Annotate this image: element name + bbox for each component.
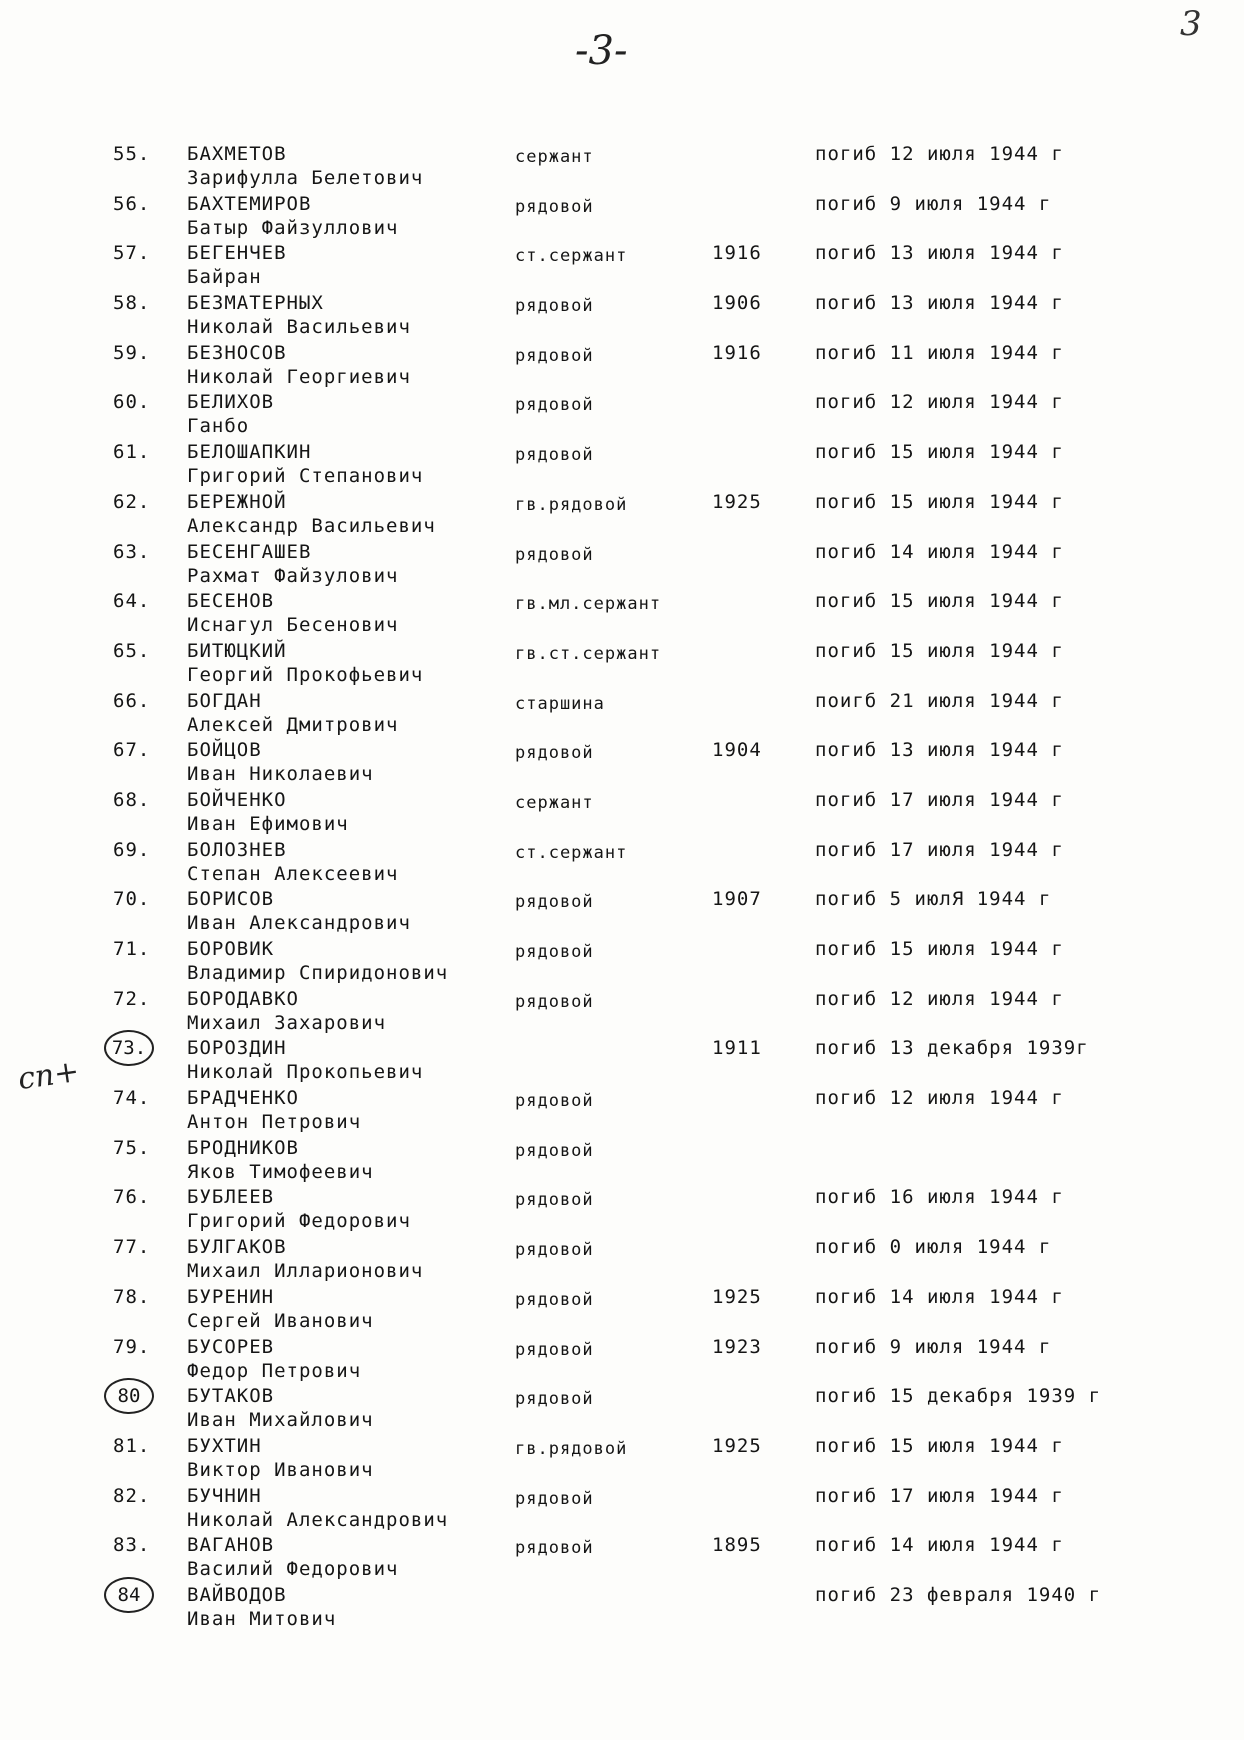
list-item [0, 239, 1244, 289]
entry-fate: погиб 15 декабря 1939 г [815, 1385, 1102, 1408]
list-item [0, 339, 1244, 389]
entry-fate: погиб 9 июля 1944 г [815, 192, 1052, 215]
entry-surname: БУБЛЕЕВ [187, 1186, 275, 1209]
entry-given-names: Николай Прокопьевич [187, 1061, 424, 1084]
entry-number: 72. [113, 987, 151, 1010]
entry-birth-year: 1895 [712, 1534, 762, 1557]
entry-given-names: Батыр Файзуллович [187, 216, 399, 239]
entry-rank: рядовой [515, 1538, 594, 1559]
list-item [0, 190, 1244, 240]
entry-surname: БУХТИН [187, 1434, 262, 1457]
entry-rank: рядовой [515, 296, 594, 317]
entry-given-names: Ганбо [187, 415, 250, 438]
entry-given-names: Александр Васильевич [187, 514, 436, 537]
entry-surname: БОРИСОВ [187, 888, 275, 911]
entry-surname: БУТАКОВ [187, 1385, 275, 1408]
list-item [0, 736, 1244, 786]
entry-surname: БОЙЦОВ [187, 739, 262, 762]
entry-surname: БУСОРЕВ [187, 1335, 275, 1358]
entry-fate: погиб 17 июля 1944 г [815, 788, 1064, 811]
list-item [0, 1283, 1244, 1333]
entry-fate: погиб 12 июля 1944 г [815, 391, 1064, 414]
entry-given-names: Григорий Федорович [187, 1210, 411, 1233]
entry-rank: сержант [515, 792, 594, 813]
entry-given-names: Рахмат Файзулович [187, 564, 399, 587]
entry-rank: ст.сержант [515, 246, 628, 267]
entry-given-names: Алексей Дмитрович [187, 713, 399, 736]
list-item [0, 438, 1244, 488]
list-item [0, 786, 1244, 836]
entry-birth-year: 1906 [712, 292, 762, 315]
entry-fate: погиб 0 июля 1944 г [815, 1236, 1052, 1259]
entry-given-names: Виктор Иванович [187, 1458, 374, 1481]
entry-number: 65. [113, 639, 151, 662]
entry-fate: погиб 14 июля 1944 г [815, 540, 1064, 563]
entry-number: 69. [113, 838, 151, 861]
list-item [0, 1531, 1244, 1581]
entry-number: 71. [113, 938, 151, 960]
margin-note: сп+ [15, 1053, 82, 1098]
entry-number: 77. [113, 1236, 151, 1259]
entry-number: 68. [113, 788, 151, 811]
entry-surname: БОРОЗДИН [187, 1037, 287, 1060]
entry-fate: погиб 12 июля 1944 г [815, 143, 1064, 165]
entry-fate: поигб 21 июля 1944 г [815, 689, 1064, 712]
entry-given-names: Григорий Степанович [187, 465, 424, 488]
list-item [0, 1581, 1244, 1631]
entry-rank: рядовой [515, 1488, 594, 1509]
entry-given-names: Николай Георгиевич [187, 365, 411, 388]
entry-fate: погиб 14 июля 1944 г [815, 1534, 1064, 1557]
entry-birth-year: 1907 [712, 888, 762, 911]
entry-rank: рядовой [515, 991, 594, 1012]
entry-rank: рядовой [515, 1339, 594, 1360]
entry-fate: погиб 17 июля 1944 г [815, 1484, 1064, 1507]
entry-number: 64. [113, 590, 151, 613]
entry-rank: рядовой [515, 1289, 594, 1310]
entry-rank: сержант [515, 147, 594, 167]
list-item [0, 289, 1244, 339]
entry-given-names: Михаил Илларионович [187, 1260, 424, 1283]
entry-given-names: Антон Петрович [187, 1111, 362, 1134]
list-item [0, 488, 1244, 538]
entry-rank: рядовой [515, 1240, 594, 1261]
entry-rank: гв.рядовой [515, 1438, 628, 1459]
entry-fate: погиб 9 июля 1944 г [815, 1335, 1052, 1358]
entry-surname: БУЧНИН [187, 1484, 262, 1507]
entry-surname: БОГДАН [187, 689, 262, 712]
entry-rank: рядовой [515, 345, 594, 366]
list-item [0, 885, 1244, 935]
entry-number: 78. [113, 1285, 151, 1308]
entry-birth-year: 1925 [712, 1434, 762, 1457]
list-item [0, 1183, 1244, 1233]
list-item [0, 1482, 1244, 1532]
corner-mark: 3 [1180, 4, 1202, 44]
entry-rank: гв.мл.сержант [515, 594, 662, 615]
entry-surname: БОРОДАВКО [187, 987, 299, 1010]
entry-given-names: Яков Тимофеевич [187, 1160, 374, 1183]
entry-given-names: Иснагул Бесенович [187, 614, 399, 637]
entry-number: 56. [113, 192, 151, 215]
list-item [0, 1382, 1244, 1432]
casualty-list [0, 140, 1244, 1631]
entry-surname: БЕГЕНЧЕВ [187, 242, 287, 265]
entry-fate: погиб 11 июля 1944 г [815, 341, 1064, 364]
entry-rank: рядовой [515, 445, 594, 466]
entry-given-names: Сергей Иванович [187, 1309, 374, 1332]
list-item [0, 836, 1244, 886]
entry-given-names: Василий Федорович [187, 1558, 399, 1581]
entry-rank: рядовой [515, 1190, 594, 1211]
entry-rank: гв.рядовой [515, 494, 628, 515]
entry-surname: БЕСЕНГАШЕВ [187, 540, 312, 563]
list-item [0, 1333, 1244, 1383]
entry-number: 76. [113, 1186, 151, 1209]
entry-rank: рядовой [515, 1140, 594, 1161]
entry-surname: БАХМЕТОВ [187, 143, 287, 165]
entry-given-names: Николай Александрович [187, 1508, 449, 1531]
entry-number: 84 [104, 1577, 154, 1613]
entry-rank: рядовой [515, 892, 594, 913]
entry-rank: рядовой [515, 942, 594, 962]
list-item [0, 687, 1244, 737]
entry-number: 55. [113, 143, 151, 165]
list-item [0, 587, 1244, 637]
list-item [0, 1432, 1244, 1482]
entry-given-names: Иван Михайлович [187, 1409, 374, 1432]
entry-number: 66. [113, 689, 151, 712]
entry-fate: погиб 13 июля 1944 г [815, 739, 1064, 762]
entry-surname: ВАЙВОДОВ [187, 1583, 287, 1606]
entry-given-names: Иван Александрович [187, 912, 411, 935]
entry-surname: БУРЕНИН [187, 1285, 275, 1308]
entry-fate: погиб 15 июля 1944 г [815, 441, 1064, 464]
entry-number: 81. [113, 1434, 151, 1457]
entry-number: 59. [113, 341, 151, 364]
entry-number: 67. [113, 739, 151, 762]
entry-number: 63. [113, 540, 151, 563]
entry-fate: погиб 15 июля 1944 г [815, 490, 1064, 513]
entry-given-names: Зарифулла Белетович [187, 167, 424, 189]
entry-number: 82. [113, 1484, 151, 1507]
entry-birth-year: 1925 [712, 490, 762, 513]
entry-given-names: Владимир Спиридонович [187, 962, 449, 984]
entry-birth-year: 1904 [712, 739, 762, 762]
list-item [0, 637, 1244, 687]
list-item [0, 935, 1244, 985]
entry-surname: БРАДЧЕНКО [187, 1087, 299, 1110]
list-item [0, 140, 1244, 190]
entry-number: 74. [113, 1087, 151, 1110]
entry-fate: погиб 13 декабря 1939г [815, 1037, 1089, 1060]
entry-number: 75. [113, 1136, 151, 1159]
list-item [0, 1034, 1244, 1084]
entry-surname: БОЙЧЕНКО [187, 788, 287, 811]
entry-fate: погиб 15 июля 1944 г [815, 938, 1064, 960]
entry-surname: БРОДНИКОВ [187, 1136, 299, 1159]
entry-surname: БЕЗНОСОВ [187, 341, 287, 364]
entry-fate: погиб 12 июля 1944 г [815, 987, 1064, 1010]
entry-birth-year: 1916 [712, 341, 762, 364]
entry-given-names: Иван Николаевич [187, 763, 374, 786]
entry-given-names: Николай Васильевич [187, 316, 411, 339]
list-item [0, 538, 1244, 588]
entry-fate: погиб 13 июля 1944 г [815, 292, 1064, 315]
entry-birth-year: 1923 [712, 1335, 762, 1358]
list-item [0, 1134, 1244, 1184]
list-item [0, 388, 1244, 438]
entry-number: 73. [104, 1030, 154, 1066]
entry-birth-year: 1925 [712, 1285, 762, 1308]
entry-fate: погиб 15 июля 1944 г [815, 590, 1064, 613]
entry-number: 62. [113, 490, 151, 513]
entry-number: 57. [113, 242, 151, 265]
entry-number: 58. [113, 292, 151, 315]
entry-number: 60. [113, 391, 151, 414]
entry-birth-year: 1911 [712, 1037, 762, 1060]
entry-fate: погиб 17 июля 1944 г [815, 838, 1064, 861]
entry-surname: БЕСЕНОВ [187, 590, 275, 613]
entry-fate: погиб 13 июля 1944 г [815, 242, 1064, 265]
entry-surname: ВАГАНОВ [187, 1534, 275, 1557]
entry-surname: БУЛГАКОВ [187, 1236, 287, 1259]
entry-number: 79. [113, 1335, 151, 1358]
entry-number: 83. [113, 1534, 151, 1557]
entry-surname: БЕРЕЖНОЙ [187, 490, 287, 513]
list-item [0, 1233, 1244, 1283]
entry-fate: погиб 14 июля 1944 г [815, 1285, 1064, 1308]
entry-given-names: Иван Ефимович [187, 812, 349, 835]
entry-number: 70. [113, 888, 151, 911]
entry-fate: погиб 15 июля 1944 г [815, 1434, 1064, 1457]
entry-rank: рядовой [515, 395, 594, 416]
entry-fate: погиб 23 февраля 1940 г [815, 1583, 1102, 1606]
page-number: -3- [575, 28, 628, 74]
entry-fate: погиб 5 июлЯ 1944 г [815, 888, 1052, 911]
entry-given-names: Георгий Прокофьевич [187, 663, 424, 686]
entry-rank: рядовой [515, 743, 594, 764]
entry-rank: рядовой [515, 1389, 594, 1410]
list-item [0, 985, 1244, 1035]
entry-fate: погиб 16 июля 1944 г [815, 1186, 1064, 1209]
entry-number: 61. [113, 441, 151, 464]
entry-surname: БЕЛОШАПКИН [187, 441, 312, 464]
entry-number: 80 [104, 1378, 154, 1414]
entry-given-names: Байран [187, 266, 262, 289]
entry-given-names: Федор Петрович [187, 1359, 362, 1382]
entry-fate: погиб 15 июля 1944 г [815, 639, 1064, 662]
list-item [0, 1084, 1244, 1134]
entry-surname: БОРОВИК [187, 938, 275, 960]
entry-given-names: Иван Митович [187, 1607, 337, 1630]
entry-surname: БОЛОЗНЕВ [187, 838, 287, 861]
entry-given-names: Михаил Захарович [187, 1011, 387, 1034]
entry-surname: БИТЮЦКИЙ [187, 639, 287, 662]
entry-rank: ст.сержант [515, 842, 628, 863]
entry-rank: рядовой [515, 544, 594, 565]
entry-birth-year: 1916 [712, 242, 762, 265]
entry-rank: рядовой [515, 1091, 594, 1112]
entry-rank: гв.ст.сержант [515, 643, 662, 664]
entry-fate: погиб 12 июля 1944 г [815, 1087, 1064, 1110]
entry-surname: БЕЗМАТЕРНЫХ [187, 292, 324, 315]
entry-surname: БАХТЕМИРОВ [187, 192, 312, 215]
entry-surname: БЕЛИХОВ [187, 391, 275, 414]
entry-given-names: Степан Алексеевич [187, 862, 399, 885]
entry-rank: рядовой [515, 196, 594, 217]
entry-rank: старшина [515, 693, 605, 714]
